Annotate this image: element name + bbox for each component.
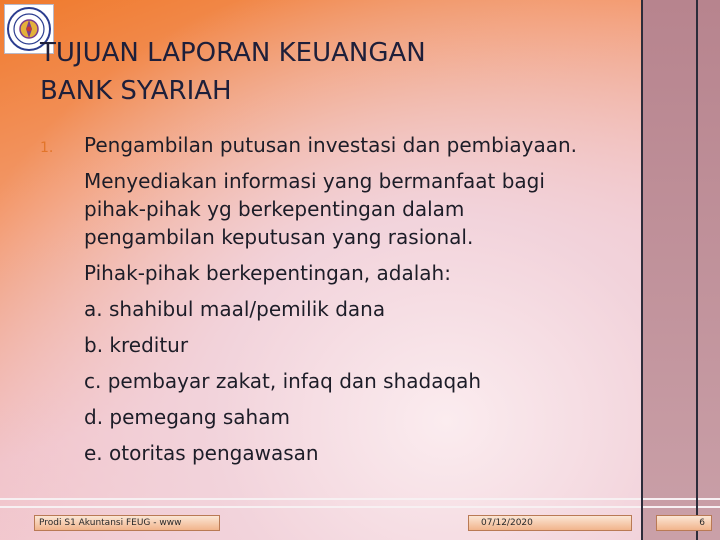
title-line-2: BANK SYARIAH bbox=[40, 76, 232, 106]
right-decorative-band bbox=[643, 0, 720, 540]
vertical-divider-line bbox=[641, 0, 643, 540]
paragraph: e. otoritas pengawasan bbox=[84, 441, 319, 465]
paragraph: d. pemegang saham bbox=[84, 405, 290, 429]
paragraph: Pengambilan putusan investasi dan pembiayaan. bbox=[84, 133, 578, 157]
slide-number: 6 bbox=[656, 515, 712, 531]
horizontal-stripe bbox=[0, 506, 720, 508]
slide-title bbox=[40, 34, 600, 110]
paragraph: c. pembayar zakat, infaq dan shadaqah bbox=[84, 369, 482, 393]
horizontal-stripe bbox=[0, 498, 720, 500]
title-line-1: TUJUAN LAPORAN KEUANGAN bbox=[40, 38, 426, 68]
paragraph: b. kreditur bbox=[84, 333, 189, 357]
list-number: 1. bbox=[40, 140, 54, 156]
objectives-list bbox=[40, 128, 600, 472]
paragraph: Pihak-pihak berkepentingan, adalah: bbox=[84, 261, 451, 285]
vertical-divider-line bbox=[696, 0, 698, 540]
paragraph: a. shahibul maal/pemilik dana bbox=[84, 297, 386, 321]
footer-text: Prodi S1 Akuntansi FEUG - www bbox=[34, 515, 220, 531]
list-item bbox=[40, 128, 600, 472]
footer-date: 07/12/2020 bbox=[468, 515, 632, 531]
paragraph: Menyediakan informasi yang bermanfaat bagi pihak-pihak yg berkepentingan dalam pengambilan keputusan yang rasional. bbox=[84, 169, 545, 249]
